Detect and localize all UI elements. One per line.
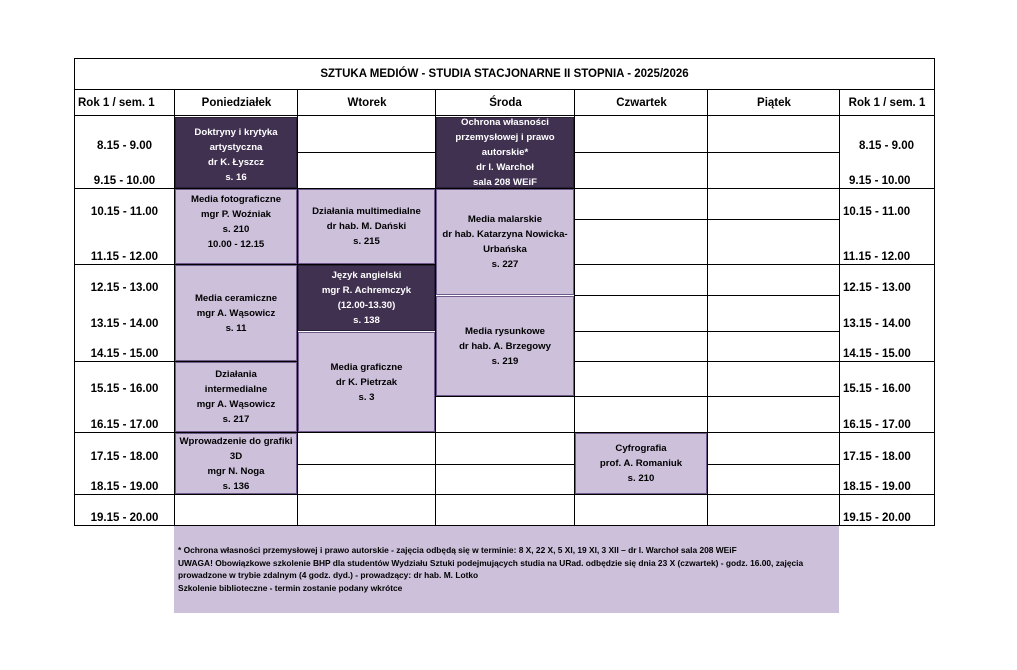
class-line: s. 210 [222,223,250,235]
header-thursday: Czwartek [574,89,708,116]
class-line: mgr A. Wąsowicz [196,307,276,319]
class-line: mgr N. Noga [207,465,265,477]
class-line: Media fotograficzne [190,193,282,205]
class-line: przemysłowej i prawo [455,132,555,143]
class-line: s. 136 [222,480,250,492]
class-line: Działania [215,369,257,380]
class-line: (12.00-13.30) [337,300,396,311]
time-slot: 17.15 - 18.00 [843,451,911,463]
header-friday: Piątek [707,89,840,116]
class-line: sala 208 WEiF [473,177,537,188]
class-line: Język angielski [331,270,402,281]
header-wednesday: Środa [435,89,575,116]
class-line: Urbańska [483,244,527,255]
time-slot: 19.15 - 20.00 [90,512,159,524]
header-time-left: Rok 1 / sem. 1 [74,89,175,116]
time-slot: 9.15 - 10.00 [93,175,156,187]
time-slot: 8.15 - 9.00 [859,140,914,152]
class-line: s. 215 [353,236,380,247]
class-line: Ochrona własności [461,117,549,128]
grid-line [707,116,708,526]
time-slot: 15.15 - 16.00 [90,383,159,395]
class-line: dr hab. Katarzyna Nowicka- [442,229,568,240]
time-slot: 17.15 - 18.00 [90,451,159,463]
class-line: Media graficzne [330,361,403,373]
class-line: Media rysunkowe [465,325,545,337]
class-line: s. 227 [491,259,519,270]
class-dzialania-multimedialne [298,189,435,264]
class-line: s. 219 [491,355,519,367]
class-dzialania-intermedialne [175,362,297,432]
time-slot: 10.15 - 11.00 [843,206,911,218]
time-slot: 10.15 - 11.00 [90,206,159,218]
page-title: SZTUKA MEDIÓW - STUDIA STACJONARNE II STOPNIA - 2025/2026 [74,58,935,90]
class-media-graficzne [298,332,435,432]
time-slot: 18.15 - 19.00 [843,481,911,493]
time-slot: 16.15 - 17.00 [843,419,911,431]
class-line: artystyczna [209,141,263,153]
grid-line [934,116,935,526]
class-doktryny [175,117,297,188]
time-slot: 13.15 - 14.00 [90,318,159,330]
class-ochrona-wlasnosci [436,117,574,188]
time-slot: 18.15 - 19.00 [90,481,159,493]
grid-line [707,464,839,465]
time-slot: 12.15 - 13.00 [90,282,159,294]
class-line: Doktryny i krytyka [194,126,278,138]
class-line: prof. A. Romaniuk [599,458,683,469]
time-slot: 9.15 - 10.00 [849,175,911,187]
footnote-ochrona: * Ochrona własności przemysłowej i prawo autorskie - zajęcia odbędą się w terminie: 8 X, 22 X, 5 XI, 19 XI, 3 XII – dr I. Warchoł sala 208 WEiF [178,545,737,555]
class-line: mgr R. Achremczyk [321,285,412,296]
class-line: dr hab. A. Brzegowy [459,340,551,352]
time-slot: 8.15 - 9.00 [97,140,152,152]
class-jezyk-angielski [298,265,435,331]
footnote-biblioteka: Szkolenie biblioteczne - termin zostanie podany wkrótce [178,582,403,593]
class-grafika-3d [175,433,297,494]
time-slot: 14.15 - 15.00 [843,348,911,360]
class-line: s. 11 [225,322,247,334]
class-line: Wprowadzenie do grafiki [179,435,293,447]
class-line: s. 210 [627,473,655,484]
class-line: dr I. Warchoł [476,162,534,173]
class-line: Media malarskie [467,214,543,225]
time-slot: 19.15 - 20.00 [843,512,911,524]
header-tuesday: Wtorek [297,89,436,116]
header-monday: Poniedziałek [174,89,298,116]
class-line: s. 138 [353,315,380,326]
class-line: 3D [229,450,243,462]
time-slot: 16.15 - 17.00 [90,419,159,431]
time-slot: 14.15 - 15.00 [90,348,159,360]
class-line: dr K. Łyszcz [208,156,264,168]
time-slot: 11.15 - 12.00 [90,251,159,263]
grid-line [436,396,839,397]
time-slot: 12.15 - 13.00 [843,282,911,294]
class-line: 10.00 - 12.15 [207,238,265,250]
footnote-bhp: UWAGA! Obowiązkowe szkolenie BHP dla studentów Wydziału Sztuki podejmujących studia na URad. odbędzie się dnia 23 X (czwartek) - godz. 16.00, zajęcia prowadzone w trybie zdalnym (4 godz. dyd.) - prowadzący: dr hab. M. Lotko [178,557,804,580]
grid-line [298,464,574,465]
time-slot: 11.15 - 12.00 [843,251,911,263]
class-line: mgr A. Wąsowicz [196,399,276,410]
class-media-rysunkowe [436,296,574,396]
class-line: s. 217 [222,414,250,425]
grid-line [74,494,935,495]
class-line: Cyfrografia [615,443,667,454]
class-line: s. 16 [225,171,247,183]
class-media-fotograficzne [175,189,297,264]
time-slot: 13.15 - 14.00 [843,318,911,330]
header-time-right: Rok 1 / sem. 1 [839,89,935,116]
class-line: intermedialne [204,384,268,395]
class-line: autorskie* [481,147,529,158]
class-line: dr hab. M. Dański [326,221,407,232]
class-cyfrografia [575,433,707,494]
class-line: dr K. Pietrzak [335,376,398,388]
footnotes-box [174,526,839,613]
class-media-malarskie [436,189,574,295]
class-line: mgr P. Woźniak [200,208,272,220]
time-slot: 15.15 - 16.00 [843,383,911,395]
class-line: Media ceramiczne [194,292,278,304]
class-media-ceramiczne [175,265,297,361]
class-line: Działania multimedialne [312,206,421,217]
class-line: s. 3 [358,391,375,403]
